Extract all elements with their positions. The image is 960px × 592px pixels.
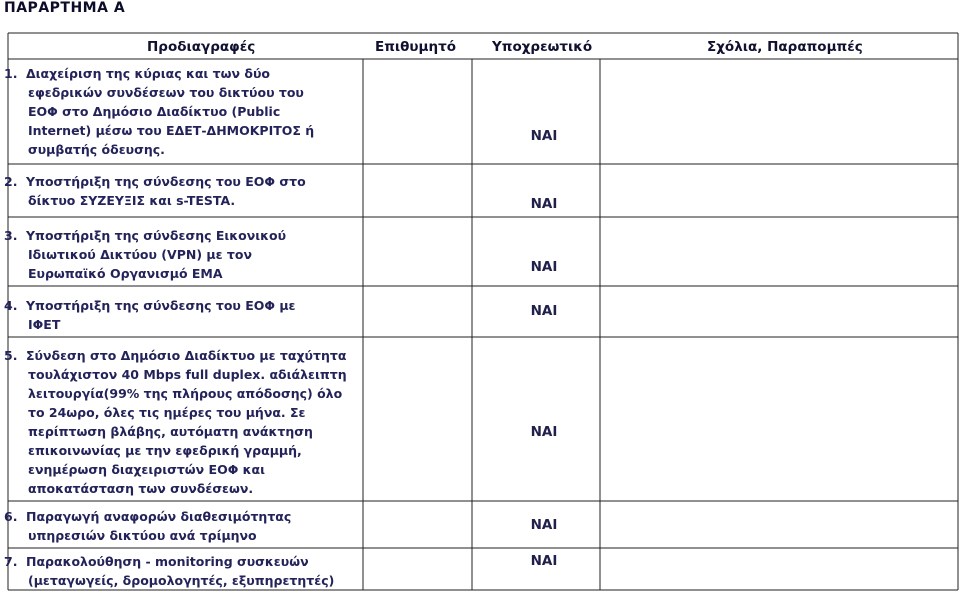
spec-text: Παραγωγή αναφορών διαθεσιμότητας υπηρεσιών δικτύου ανά τρίμηνο	[26, 509, 292, 543]
row-1-mandatory: ΝΑΙ	[530, 128, 558, 144]
table-row-5-spec	[4, 346, 358, 498]
header-comments: Σχόλια, Παραπομπές	[707, 39, 863, 55]
row-2-mandatory: ΝΑΙ	[530, 196, 558, 212]
table-row-1-spec	[4, 64, 328, 159]
spec-text: Υποστήριξη της σύνδεσης του ΕΟΦ με ΙΦΕΤ	[26, 298, 296, 332]
row-3-mandatory: ΝΑΙ	[530, 259, 558, 275]
row-number: 6.	[4, 509, 18, 524]
table-row-6-spec	[4, 507, 328, 545]
row-number: 1.	[4, 66, 18, 81]
spec-text: Παρακολούθηση - monitoring συσκευών (μεταγωγείς, δρομολογητές, εξυπηρετητές)	[26, 554, 335, 588]
spec-text: Διαχείριση της κύριας και των δύο εφεδρικών συνδέσεων του δικτύου του ΕΟΦ στο Δημόσιο Διαδίκτυο (Public Internet) μέσω του ΕΔΕΤ-ΔΗΜΟΚΡΙΤΟΣ ή συμβατής όδευσης.	[26, 66, 315, 157]
row-4-mandatory: ΝΑΙ	[530, 303, 558, 319]
row-number: 2.	[4, 174, 18, 189]
row-5-mandatory: ΝΑΙ	[530, 424, 558, 440]
row-7-mandatory: ΝΑΙ	[530, 553, 558, 569]
spec-text: Υποστήριξη της σύνδεσης Εικονικού Ιδιωτικού Δικτύου (VPN) με τον Ευρωπαϊκό Οργανισμό ΕΜΑ	[26, 228, 287, 281]
row-number: 3.	[4, 228, 18, 243]
table-row-4-spec	[4, 296, 328, 334]
spec-text: Υποστήριξη της σύνδεσης του ΕΟΦ στο δίκτυο ΣΥΖΕΥΞΙΣ και s-TESTA.	[26, 174, 306, 208]
row-number: 4.	[4, 298, 18, 313]
table-row-3-spec	[4, 226, 328, 283]
document-title: ΠΑΡΑΡΤΗΜΑ Α	[4, 0, 126, 16]
spec-text: Σύνδεση στο Δημόσιο Διαδίκτυο με ταχύτητα τουλάχιστον 40 Mbps full duplex. αδιάλειπτη λειτουργία(99% της πλήρους απόδοσης) όλο το 24ωρο, όλες τις ημέρες του μήνα. Σε περίπτωση βλάβης, αυτόματη ανάκτηση επικοινωνίας με την εφεδρική γραμμή, ενημέρωση διαχειριστών ΕΟΦ και αποκατάσταση των συνδέσεων.	[26, 348, 347, 496]
header-specs: Προδιαγραφές	[147, 39, 256, 55]
row-6-mandatory: ΝΑΙ	[530, 517, 558, 533]
row-number: 7.	[4, 554, 18, 569]
table-row-7-spec	[4, 552, 358, 590]
header-mandatory: Υποχρεωτικό	[492, 39, 593, 55]
row-number: 5.	[4, 348, 18, 363]
header-desired: Επιθυμητό	[375, 39, 456, 55]
table-row-2-spec	[4, 172, 333, 210]
